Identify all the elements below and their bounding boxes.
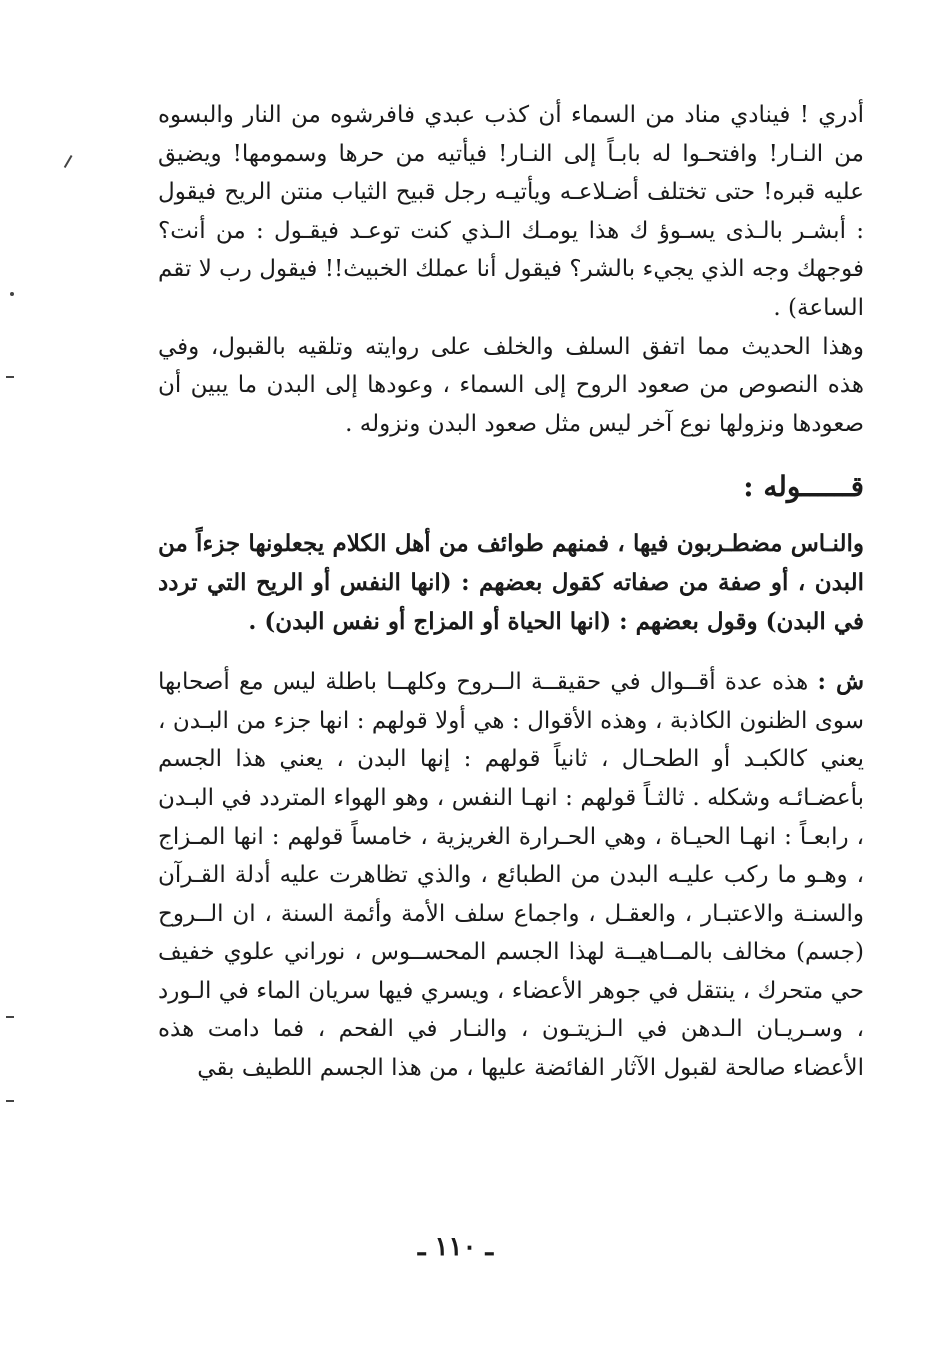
commentary-text: هذه عدة أقــوال في حقيقــة الــروح وكلهــا باطلة ليس مع أصحابها سوى الظنون الكاذبة ، وهذه الأقوال : هي أولا قولهم : انها جزء من البـدن ، يعني كالكبـد أو الطحـال ، ثانياً قولهم : إنها البدن ، يعني هذا الجسم بأعضـائـه وشكله . ثالثـاً قولهم : انهـا النفس ، وهو الهواء المتردد في البـدن ، رابعـاً : انهـا الحيـاة ، وهي الحـرارة الغريزية ، خامساً قولهم : انها المـزاج ، وهـو ما ركب عليـه البدن من الطبائع ، والذي تظاهرت عليه أدلة القـرآن والسنـة والاعتبـار ، والعقـل ، واجماع سلف الأمة وأئمة السنة ، ان الــروح (جسم) مخالف بالمــاهيــة لهذا الجسم المحســوس ، نوراني علوي خفيف حي متحرك ، ينتقل في جوهر الأعضاء ، ويسري فيها سريان الماء في الـورد ، وسـريـان الـدهن في الـزيتـون ، والنـار في الفحم ، فما دامت هذه الأعضاء صالحة لقبول الآثار الفائضة عليها ، من هذا الجسم اللطيف بقي	[158, 669, 864, 1082]
page-body	[158, 96, 864, 1088]
commentary-label: ش :	[817, 668, 865, 696]
margin-slash-mark	[64, 155, 74, 169]
paragraph-hadith-end: أدري ! فينادي مناد من السماء أن كذب عبدي فافرشوه من النار والبسوه من النـار! وافتحـوا له بابـاً إلى النـار! فيأتيه من حرها وسمومها! ويضيق عليه قبره! حتى تختلف أضـلاعـه ويأتيـه رجل قبيح الثياب منتن الريح فيقول : أبشـر بالـذى يسـوؤ ك هذا يومـك الـذي كنت توعـد فيقـول : من أنت؟ فوجهك وجه الذي يجيء بالشر؟ فيقول أنا عملك الخبيث!! فيقول رب لا تقم الساعة) .	[158, 102, 864, 321]
paragraph-matn: والنـاس مضطـربون فيها ، فمنهم طوائف من أهل الكلام يجعلونها جزءاً من البدن ، أو صفة من صفاته كقول بعضهم : (انها النفس أو الريح التي تردد في البدن) وقول بعضهم : (انها الحياة أو المزاج أو نفس البدن) .	[158, 530, 864, 635]
margin-dot-mark	[10, 292, 14, 296]
section-title: قــــــوله :	[743, 470, 864, 504]
margin-dash-mark	[6, 1100, 14, 1102]
margin-dash-mark	[6, 1016, 14, 1018]
paragraph-hadith-note: وهذا الحديث مما اتفق السلف والخلف على روايته وتلقيه بالقبول، وفي هذه النصوص من صعود الروح إلى السماء ، وعودها إلى البدن ما يبين أن صعودها ونزولها نوع آخر ليس مثل صعود البدن ونزوله .	[158, 333, 864, 437]
page-number: ـ ١١٠ ـ	[417, 1232, 494, 1262]
margin-dash-mark	[6, 376, 14, 378]
paragraph-commentary	[158, 663, 864, 1088]
